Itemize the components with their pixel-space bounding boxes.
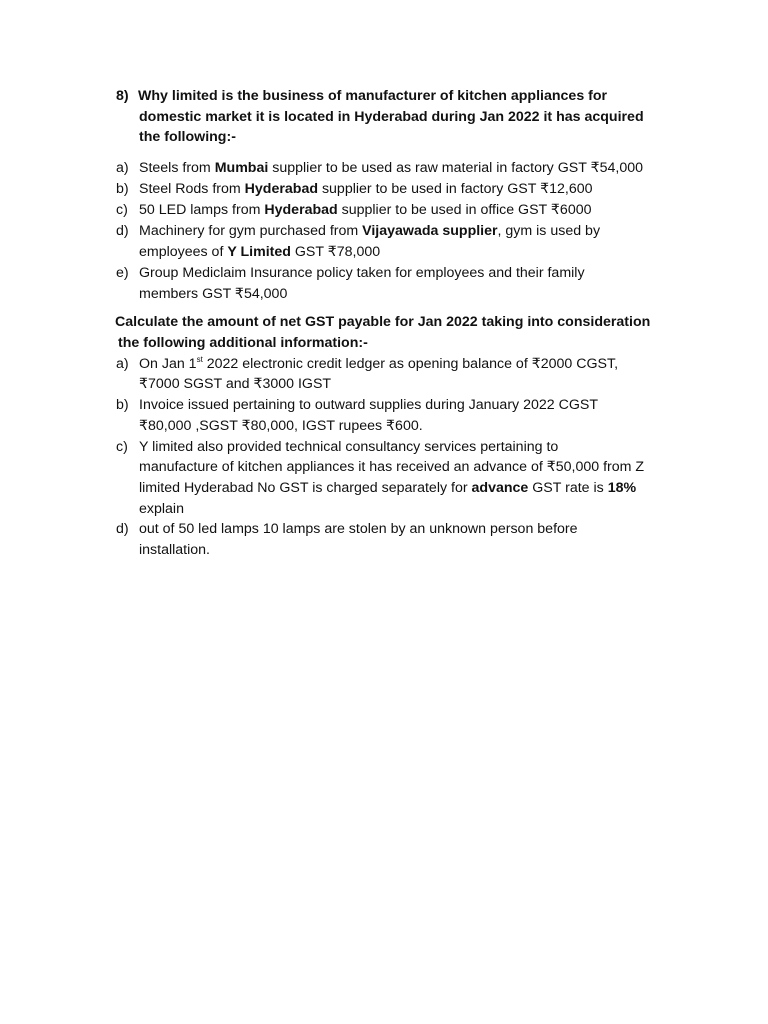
- text-run: explain: [139, 500, 184, 517]
- info-item-text-line: [139, 354, 618, 374]
- text-run: On Jan 1: [139, 355, 197, 372]
- acquisition-text-line: [139, 263, 585, 283]
- bold-text: Hyderabad: [244, 181, 318, 198]
- bold-text: Vijayawada supplier: [362, 223, 498, 240]
- info-item-marker: d): [116, 521, 129, 538]
- text-run: manufacture of kitchen appliances it has received an advance of ₹50,000 from Z: [139, 459, 645, 476]
- text-run: ₹7000 SGST and ₹3000 IGST: [139, 376, 332, 393]
- text-run: supplier to be used in factory GST ₹12,600: [318, 181, 593, 198]
- acquisition-text-line: [139, 179, 593, 199]
- bold-text: Y Limited: [227, 243, 291, 260]
- question-number: 8): [116, 88, 129, 104]
- text-run: , gym is used by: [497, 223, 601, 240]
- text-run: members GST ₹54,000: [139, 285, 288, 302]
- info-item-text-line: [139, 395, 598, 415]
- text-run: GST rate is: [528, 479, 608, 496]
- info-item-text-line: [139, 519, 578, 539]
- calculate-heading-line: the following additional information:-: [118, 335, 368, 351]
- text-run: out of 50 led lamps 10 lamps are stolen by an unknown person before: [139, 521, 578, 538]
- text-run: 2022 electronic credit ledger as opening balance of ₹2000 CGST,: [202, 355, 619, 372]
- text-run: Steels from: [139, 160, 215, 176]
- text-run: Machinery for gym purchased from: [139, 223, 363, 240]
- acquisition-text-line: [139, 221, 600, 241]
- calculate-heading-line: Calculate the amount of net GST payable for Jan 2022 taking into consideration: [115, 314, 651, 330]
- info-item-text-line: [139, 499, 184, 519]
- info-item-text-line: [139, 416, 423, 436]
- text-run: GST ₹78,000: [290, 243, 381, 260]
- acquisition-marker: c): [116, 202, 128, 219]
- bold-text: Hyderabad: [264, 202, 338, 219]
- bold-text: 18%: [607, 479, 637, 496]
- text-run: limited Hyderabad No GST is charged separately for: [139, 479, 472, 496]
- acquisition-marker: d): [116, 223, 129, 240]
- question-heading-line: domestic market it is located in Hyderabad during Jan 2022 it has acquired: [139, 109, 644, 125]
- text-run: 50 LED lamps from: [139, 202, 265, 219]
- acquisition-marker: e): [116, 265, 129, 281]
- bold-text: Mumbai: [214, 160, 269, 176]
- info-item-marker: b): [116, 397, 129, 413]
- info-item-text-line: [139, 437, 558, 457]
- text-run: Invoice issued pertaining to outward supplies during January 2022 CGST: [139, 397, 598, 413]
- info-item-text-line: [139, 457, 644, 477]
- text-run: supplier to be used in office GST ₹6000: [337, 202, 592, 219]
- info-item-text-line: [139, 540, 210, 560]
- text-run: Group Mediclaim Insurance policy taken for employees and their family: [139, 265, 585, 281]
- text-run: ₹80,000 ,SGST ₹80,000, IGST rupees ₹600.: [139, 417, 423, 434]
- acquisition-marker: a): [116, 160, 129, 176]
- acquisition-text-line: [139, 242, 380, 262]
- info-item-marker: a): [116, 355, 129, 372]
- question-heading-line: the following:-: [139, 129, 236, 145]
- acquisition-text-line: [139, 158, 643, 178]
- text-run: Steel Rods from: [139, 181, 245, 198]
- acquisition-marker: b): [116, 181, 129, 198]
- info-item-marker: c): [116, 438, 128, 455]
- acquisition-text-line: [139, 284, 287, 304]
- info-item-text-line: [139, 374, 331, 394]
- question-heading-line: Why limited is the business of manufacturer of kitchen appliances for: [138, 88, 608, 104]
- text-run: supplier to be used as raw material in factory GST ₹54,000: [268, 160, 643, 176]
- text-run: installation.: [139, 542, 210, 559]
- info-item-text-line: [139, 478, 636, 498]
- bold-text: advance: [471, 479, 529, 496]
- acquisition-text-line: [139, 200, 592, 220]
- text-run: Y limited also provided technical consultancy services pertaining to: [139, 438, 559, 455]
- text-run: employees of: [139, 243, 228, 260]
- text-run: st: [196, 354, 203, 364]
